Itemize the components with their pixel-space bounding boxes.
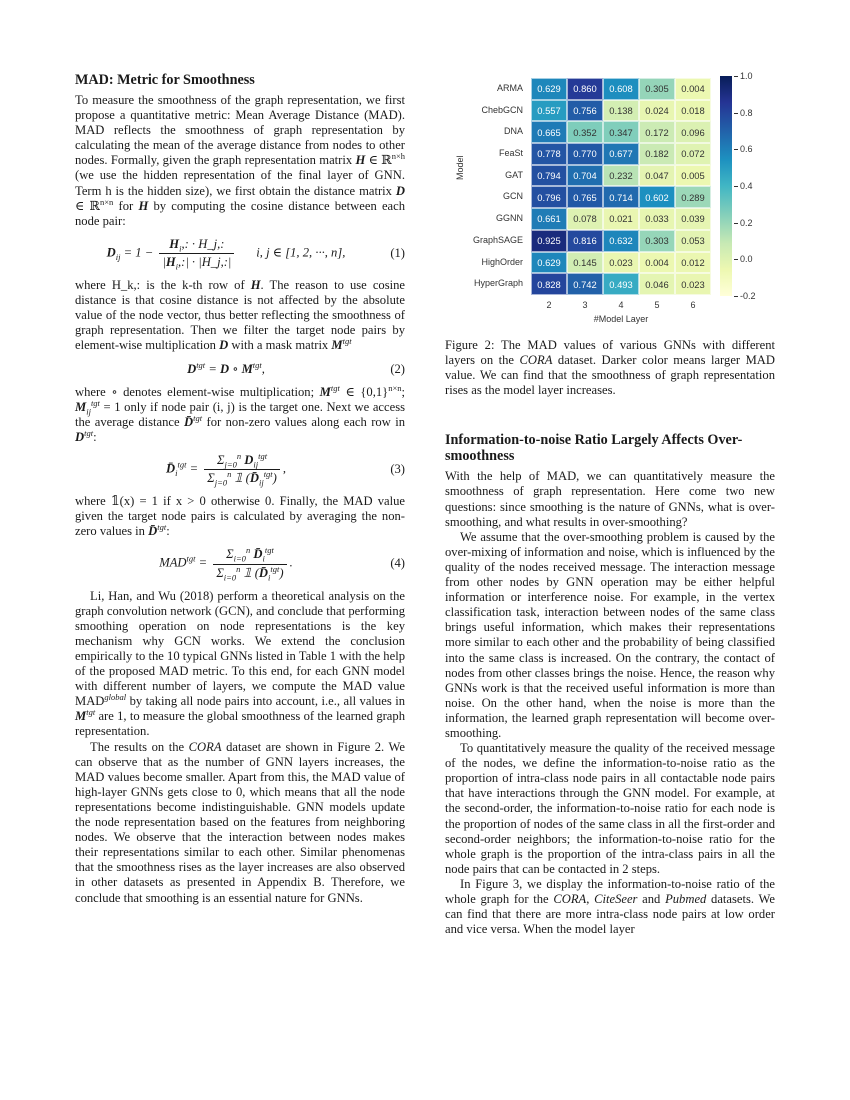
colorbar-tick: 0.0 xyxy=(734,254,753,264)
paragraph-define-ratio: To quantitatively measure the quality of the received message of the nodes, we define the information-to-noise ratio as the proportion of intra-class node pairs in all contactable node pairs that have interactions through the GNN model. For example, at the second-order, the information-to-noise ratio for each node is the proportion of nodes of the same class in all the first-order and second-order neighbors; the information-to-noise ratio for the whole graph is the proportion of the intra-class pairs in all the node pairs that can be contacted in 2 steps. xyxy=(445,741,775,876)
heatmap-cell: 0.303 xyxy=(639,230,675,252)
colorbar-tick: 0.8 xyxy=(734,108,753,118)
colorbar-tick: -0.2 xyxy=(734,291,756,301)
heatmap-cell: 0.072 xyxy=(675,143,711,165)
heatmap-cell: 0.704 xyxy=(567,165,603,187)
colorbar-tick: 0.6 xyxy=(734,144,753,154)
paragraph-mask: where ∘ denotes element-wise multiplication; $M^{tgt}$ ∈ $\{0,1\}^{n\times n}$; $M_{ij}^{tgt} = 1$ only if node pair (i, j) is the target one. Next we access the average distance D̄$^{tgt}$ for non-zero values along each row in $D^{tgt}$: xyxy=(75,382,405,444)
heatmap-cell: 0.305 xyxy=(639,78,675,100)
colorbar xyxy=(720,76,732,296)
equation-4: $MAD^{tgt}$ = $\frac{\Sigma_{i=0}^n D̄_i^{tgt}}{\Sigma_{i=0}^n 𝟙 (D̄_i^{tgt})}$ . (4) xyxy=(159,545,405,583)
heatmap-cell: 0.925 xyxy=(531,230,567,252)
paragraph-results: The results on the CORA dataset are shown in Figure 2. We can observe that as the number of GNN layers increases, the MAD values become smaller. Apart from this, the MAD value of high-layer GNNs gets close to 0, which means that all the node representations become indistinguishable. GNN models update the node representation based on the features from neighboring nodes. We observe that the interaction between nodes makes their representations similar to each other. Similar phenomenas that the smoothness rises as the layer increases are also observed in other datasets as presented in Appendix B. Therefore, we conclude that smoothing is an essential nature for GNNs. xyxy=(75,739,405,905)
heatmap-cell: 0.557 xyxy=(531,100,567,122)
heatmap-grid xyxy=(531,78,711,295)
paragraph-figure-3: In Figure 3, we display the information-to-noise ratio of the whole graph for the CORA, CiteSeer and Pubmed datasets. We can find that there are more intra-class node pairs at low order and vice versa. When the model layer xyxy=(445,876,776,937)
heatmap-cell: 0.493 xyxy=(603,273,639,295)
heatmap-cell: 0.742 xyxy=(567,273,603,295)
x-tick-label: 2 xyxy=(546,300,552,310)
heatmap-cell: 0.347 xyxy=(603,121,639,143)
x-axis-title: #Model Layer xyxy=(593,314,649,324)
heatmap-cell: 0.632 xyxy=(603,230,639,252)
colorbar-tick: 0.4 xyxy=(734,181,753,191)
heatmap-cell: 0.665 xyxy=(531,121,567,143)
figure-2-caption: Figure 2: The MAD values of various GNNs with different layers on the CORA dataset. Darker color means larger MAD value. We can find that the smoothness of graph representation rises as the model layer increases. xyxy=(445,338,775,398)
equation-3: $D̄_i^{tgt}$ = $\frac{\Sigma_{j=0}^n D_{ij}^{tgt}}{\Sigma_{j=0}^n 𝟙 (D̄_{ij}^{tgt})}$ , (3) xyxy=(165,450,405,488)
heatmap-cell: 0.860 xyxy=(567,78,603,100)
y-tick-labels xyxy=(455,78,527,295)
heatmap-cell: 0.053 xyxy=(675,230,711,252)
heatmap-cell: 0.602 xyxy=(639,186,675,208)
y-tick-label: GCN xyxy=(503,191,523,202)
y-tick-label: DNA xyxy=(503,126,523,137)
right-column xyxy=(445,338,775,937)
y-tick-label: ARMA xyxy=(496,83,523,93)
heatmap-cell: 0.778 xyxy=(531,143,567,165)
y-tick-label: GraphSAGE xyxy=(472,234,523,245)
y-tick-label: GGNN xyxy=(496,213,523,224)
heatmap-cell: 0.012 xyxy=(675,252,711,274)
x-tick-label: 6 xyxy=(690,300,696,310)
heatmap-cell: 0.629 xyxy=(531,252,567,274)
left-column xyxy=(75,72,405,906)
x-tick-labels xyxy=(531,300,711,310)
heatmap-cell: 0.039 xyxy=(675,208,711,230)
heatmap-cell: 0.232 xyxy=(603,165,639,187)
heatmap-cell: 0.796 xyxy=(531,186,567,208)
paragraph-mad-intro: To measure the smoothness of the graph representation, we first propose a quantitative metric: Mean Average Distance (MAD). MAD reflects the smoothness of graph representation by calculating the mean of the average distance from nodes to other nodes. Formally, given the graph representation matrix H ∈ ℝ$^{n\times h}$ (we use the hidden representation of the final layer of GNN. Term h is the hidden size), we first obtain the distance matrix D ∈ ℝ$^{n\times n}$ for H by computing the cosine distance between each node pair: xyxy=(75,93,406,228)
heatmap-cell: 0.078 xyxy=(567,208,603,230)
heatmap-cell: 0.023 xyxy=(603,252,639,274)
heatmap-cell: 0.677 xyxy=(603,143,639,165)
heatmap-cell: 0.021 xyxy=(603,208,639,230)
heatmap-cell: 0.096 xyxy=(675,121,711,143)
heatmap-cell: 0.004 xyxy=(639,252,675,274)
equation-number: (1) xyxy=(390,245,405,260)
heatmap-cell: 0.047 xyxy=(639,165,675,187)
colorbar-tick: 0.2 xyxy=(734,218,753,228)
heatmap-cell: 0.182 xyxy=(639,143,675,165)
heatmap-cell: 0.024 xyxy=(639,100,675,122)
heatmap-cell: 0.033 xyxy=(639,208,675,230)
y-tick-label: FeaSt xyxy=(498,148,523,159)
y-tick-label: HighOrder xyxy=(481,256,523,267)
heatmap-cell: 0.828 xyxy=(531,273,567,295)
equation-1: $D_{ij} = 1$ − $\frac{H_i,: \cdot H\_j,:}{|H_i,:| \cdot |H\_j,:|}$ i, j ∈ [1, 2, ···, n], (1) xyxy=(106,236,405,272)
heatmap-cell: 0.046 xyxy=(639,273,675,295)
paragraph-mad-questions: With the help of MAD, we can quantitatively measure the smoothness of graph representation. Here come two new questions: since smoothing is the nature of GNNs, what is over-smoothing, and what results in over-smoothing? xyxy=(445,469,775,529)
x-tick-label: 3 xyxy=(582,300,588,310)
heatmap-cell: 0.004 xyxy=(675,78,711,100)
heatmap-cell: 0.661 xyxy=(531,208,567,230)
equation-number: (3) xyxy=(390,462,405,477)
paragraph-li-han-wu: Li, Han, and Wu (2018) perform a theoretical analysis on the graph convolution network (GCN), and conclude that performing smoothing operation on node representations is the key mechanism why GCN works. We extend the conclusion empirically to the 10 typical GNNs listed in Table 1 with the help of the proposed MAD metric. To this end, for each GNN model with different number of layers, we compute the MAD value $MAD^{global}$ by taking all node pairs into account, i.e., all values in $M^{tgt}$ are 1, to measure the global smoothness of the learned graph representation. xyxy=(75,588,405,739)
heatmap-cell: 0.352 xyxy=(567,121,603,143)
heatmap-cell: 0.005 xyxy=(675,165,711,187)
x-tick-label: 5 xyxy=(654,300,660,310)
heatmap-cell: 0.018 xyxy=(675,100,711,122)
y-tick-label: GAT xyxy=(505,169,523,180)
paragraph-assumption: We assume that the over-smoothing problem is caused by the over-mixing of information and noise, which is influenced by the quality of the nodes received message. The interaction message from other nodes by GNN operation may be either helpful information or interference noise. For example, in the vertex classification task, interaction between nodes of the same class brings useful information, which makes their representations more similar to each other and the probability of being classified into the same class is increased. On the contrary, the contact of nodes from other classes brings the noise. Hence, the reason why GNNs work is that the received useful information is more than noise. On the other hand, when the noise is more than the information, the learned graph representation will become over-smoothing. xyxy=(445,529,775,740)
heatmap-cell: 0.765 xyxy=(567,186,603,208)
paragraph-cosine: where H_k,: is the k-th row of H. The reason to use cosine distance is that cosine distance is not affected by the absolute value of the node vector, thus better reflecting the smoothness of graph representation. Then we filter the target node pairs by element-wise multiplication D with a mask matrix $M^{tgt}$ xyxy=(75,278,405,353)
heatmap-cell: 0.816 xyxy=(567,230,603,252)
heatmap-cell: 0.138 xyxy=(603,100,639,122)
heatmap-cell: 0.023 xyxy=(675,273,711,295)
equation-number: (4) xyxy=(390,556,405,571)
heatmap-cell: 0.770 xyxy=(567,143,603,165)
section-heading-info-noise: Information-to-noise Ratio Largely Affects Over-smoothness xyxy=(445,432,743,465)
heatmap-cell: 0.289 xyxy=(675,186,711,208)
colorbar-tick: 1.0 xyxy=(734,71,753,81)
y-tick-label: ChebGCN xyxy=(481,104,523,115)
heatmap-cell: 0.756 xyxy=(567,100,603,122)
heatmap-cell: 0.714 xyxy=(603,186,639,208)
equation-2: $D^{tgt} = D$ ∘ $M^{tgt}$, (2) xyxy=(187,359,405,376)
heatmap-cell: 0.794 xyxy=(531,165,567,187)
figure-2-heatmap xyxy=(455,70,785,325)
y-axis-title: Model xyxy=(455,155,465,180)
heatmap-cell: 0.145 xyxy=(567,252,603,274)
y-tick-label: HyperGraph xyxy=(473,278,523,289)
x-tick-label: 4 xyxy=(618,300,624,310)
equation-number: (2) xyxy=(390,361,405,376)
heatmap-cell: 0.608 xyxy=(603,78,639,100)
section-heading-mad: MAD: Metric for Smoothness xyxy=(75,72,255,88)
heatmap-cell: 0.629 xyxy=(531,78,567,100)
heatmap-cell: 0.172 xyxy=(639,121,675,143)
paragraph-indicator: where 𝟙(x) = 1 if x > 0 otherwise 0. Finally, the MAD value given the target node pairs is calculated by averaging the non-zero values in D̄$^{tgt}$: xyxy=(75,494,405,539)
